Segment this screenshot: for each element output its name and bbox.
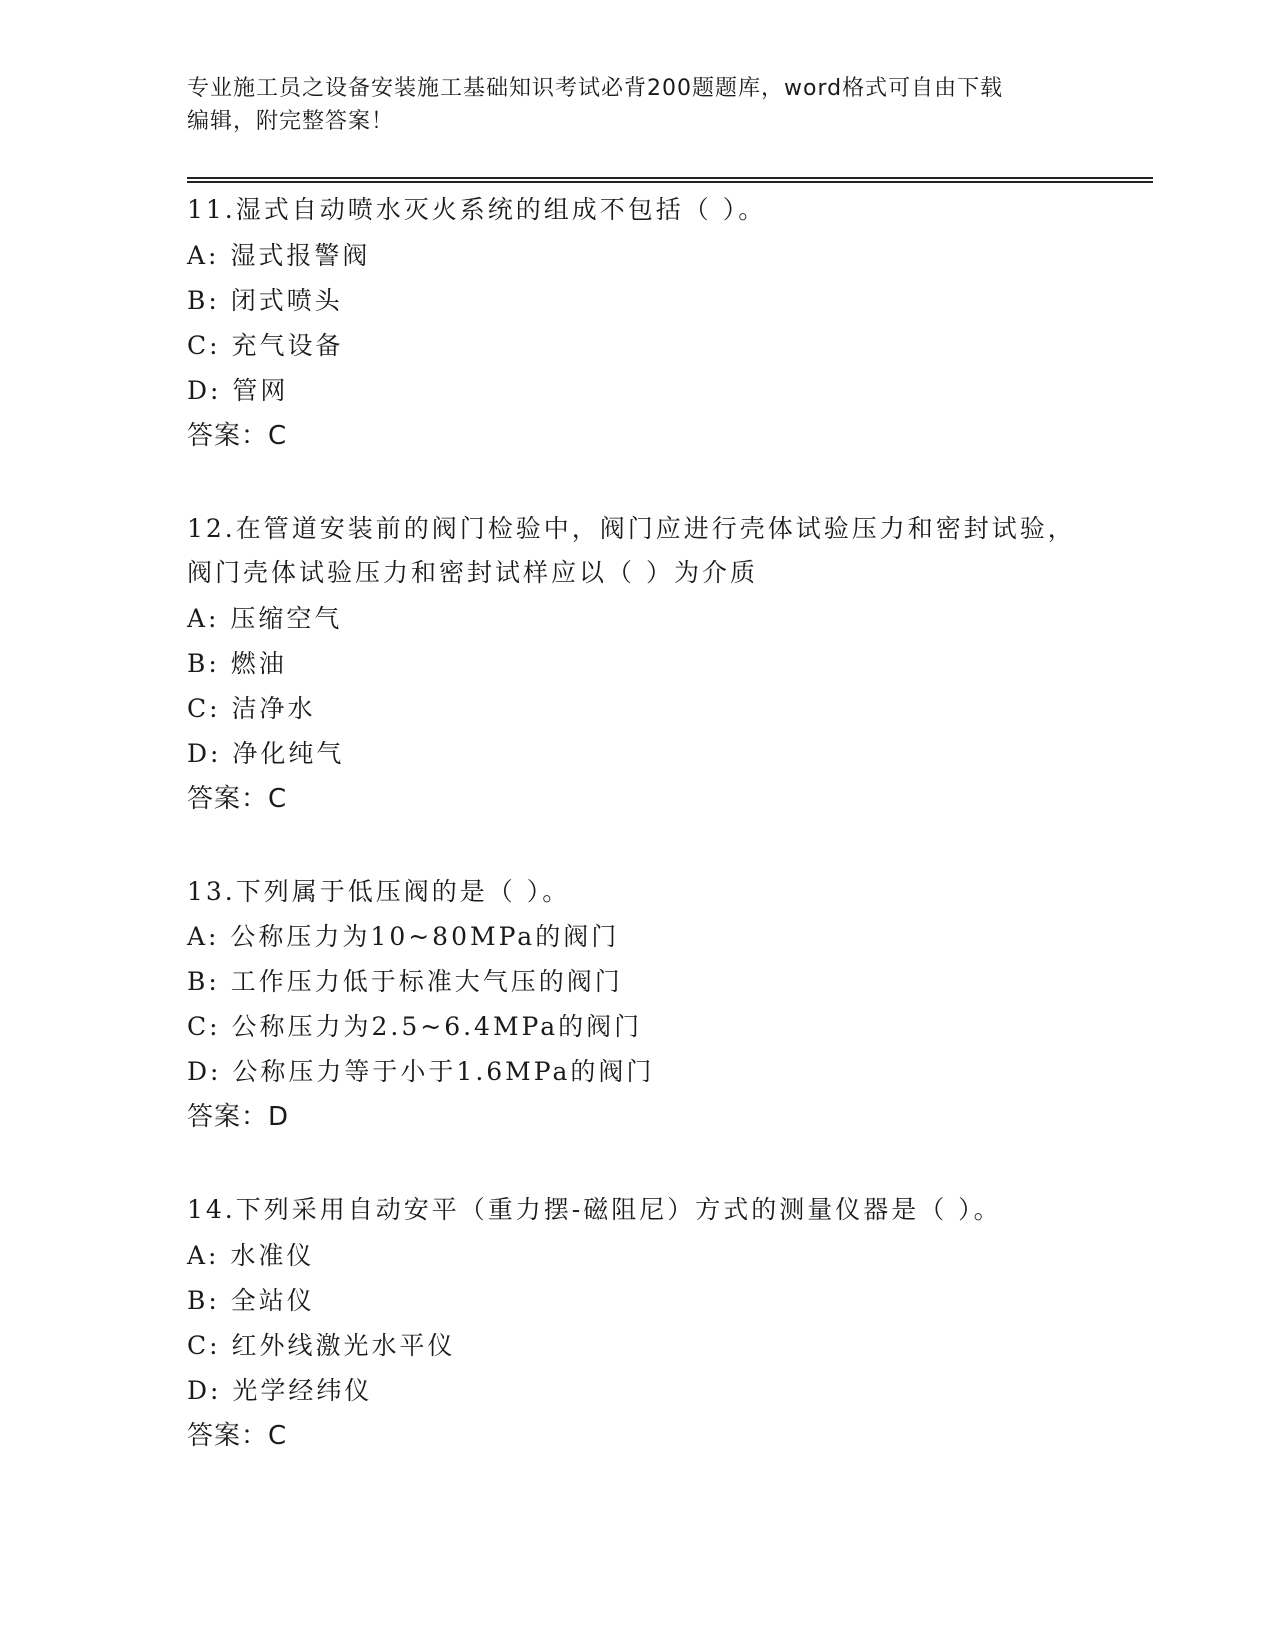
option-d: D: 净化纯气 bbox=[187, 738, 345, 768]
question-11 bbox=[187, 188, 1087, 459]
option-a: A: 水准仪 bbox=[187, 1240, 315, 1270]
question-stem: 11.湿式自动喷水灭火系统的组成不包括（ ）。 bbox=[187, 195, 767, 224]
option-c: C: 充气设备 bbox=[187, 330, 344, 360]
question-stem: 14.下列采用自动安平（重力摆-磁阻尼）方式的测量仪器是（ ）。 bbox=[187, 1195, 1002, 1224]
option-a: A: 公称压力为10~80MPa的阀门 bbox=[187, 922, 620, 951]
answer: 答案：D bbox=[187, 1102, 290, 1132]
question-list bbox=[187, 188, 1087, 1507]
answer: 答案：C bbox=[187, 783, 288, 814]
option-d: D: 光学经纬仪 bbox=[187, 1375, 373, 1405]
question-stem: 13.下列属于低压阀的是（ ）。 bbox=[187, 876, 571, 906]
option-d: D: 管网 bbox=[187, 375, 289, 405]
option-c: C: 公称压力为2.5~6.4MPa的阀门 bbox=[187, 1012, 643, 1041]
option-d: D: 公称压力等于小于1.6MPa的阀门 bbox=[187, 1057, 655, 1086]
option-b: B: 全站仪 bbox=[187, 1285, 315, 1315]
header-title-line-2: 编辑，附完整答案！ bbox=[187, 109, 395, 134]
document-header bbox=[187, 72, 1087, 138]
answer: 答案：C bbox=[187, 420, 288, 451]
option-b: B: 工作压力低于标准大气压的阀门 bbox=[187, 967, 623, 996]
option-b: B: 闭式喷头 bbox=[187, 285, 343, 315]
answer: 答案：C bbox=[187, 1420, 288, 1451]
question-stem: 12.在管道安装前的阀门检验中，阀门应进行壳体试验压力和密封试验，阀门壳体试验压力和密封试样应以（ ）为介质 bbox=[187, 513, 1076, 587]
question-13 bbox=[187, 870, 1087, 1141]
option-a: A: 湿式报警阀 bbox=[187, 240, 371, 270]
option-b: B: 燃油 bbox=[187, 648, 287, 678]
question-14 bbox=[187, 1188, 1087, 1459]
option-a: A: 压缩空气 bbox=[187, 603, 343, 633]
option-c: C: 红外线激光水平仪 bbox=[187, 1330, 456, 1360]
option-c: C: 洁净水 bbox=[187, 693, 316, 723]
question-12 bbox=[187, 507, 1087, 822]
header-divider bbox=[187, 177, 1153, 183]
header-title-line-1: 专业施工员之设备安装施工基础知识考试必背200题题库，word格式可自由下载 bbox=[187, 76, 1004, 101]
